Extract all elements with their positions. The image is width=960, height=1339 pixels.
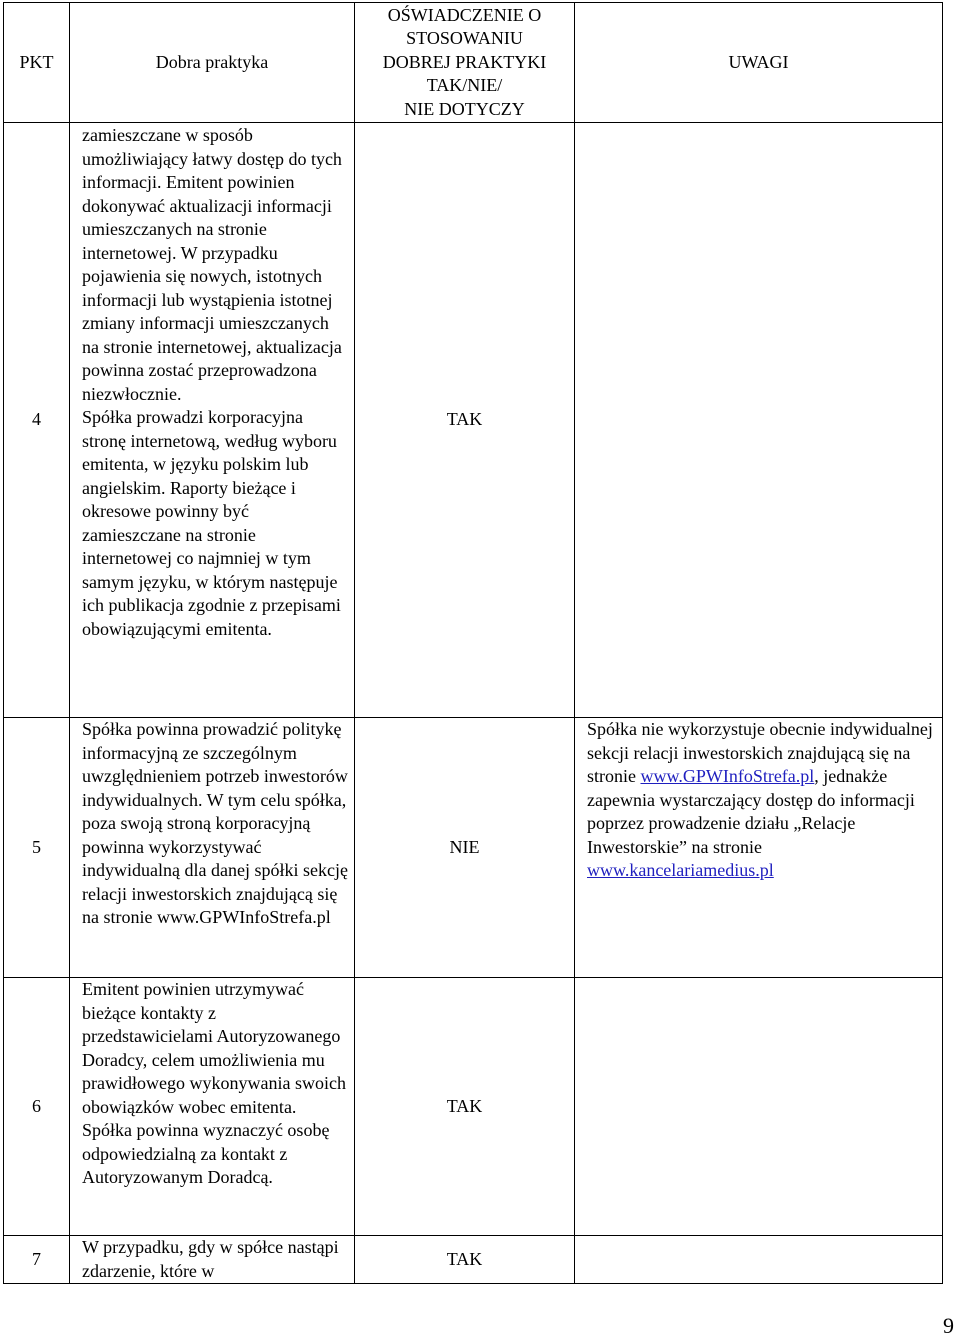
row-uwagi [575,1236,943,1284]
header-oswiadczenie [355,3,575,123]
header-osw-line: DOBREJ PRAKTYKI [382,51,547,72]
table-row [4,978,943,1236]
row-praktyka [70,718,355,978]
header-osw-line: OŚWIADCZENIE O [387,4,542,25]
row-oswiadczenie: TAK [355,1236,575,1284]
header-praktyka: Dobra praktyka [70,3,355,123]
row-praktyka [70,1236,355,1284]
row-oswiadczenie: TAK [355,978,575,1236]
row-uwagi [575,978,943,1236]
uwagi-text: , jednakże zapewnia wystarczający dostęp do informacji poprzez prowadzenie działu „Relacje Inwestorskie” na stronie [587,766,915,857]
row-pkt: 7 [4,1236,70,1284]
best-practice-table [3,2,943,1284]
praktyka-text: Spółka prowadzi korporacyjna stronę internetową, według wyboru emitenta, w języku polskim lub angielskim. Raporty bieżące i okresowe powinny być zamieszczane na stronie internetowej co najmniej w tym samym języku, w którym następuje ich publikacja zgodnie z przepisami obowiązującymi emitenta. [82,407,341,639]
header-row [4,3,943,123]
table-row [4,123,943,718]
header-osw-line: NIE DOTYCZY [404,98,525,119]
row-oswiadczenie: NIE [355,718,575,978]
praktyka-text: W przypadku, gdy w spółce nastąpi zdarzenie, które w [82,1237,339,1281]
header-pkt: PKT [4,3,70,123]
row-oswiadczenie: TAK [355,123,575,718]
row-pkt: 6 [4,978,70,1236]
row-pkt: 4 [4,123,70,718]
kancelariamedius-link[interactable]: www.kancelariamedius.pl [587,860,774,880]
praktyka-text: Emitent powinien utrzymywać bieżące kontakty z przedstawicielami Autoryzowanego Doradcy, celem umożliwienia mu prawidłowego wykonywania swoich obowiązków wobec emitenta. Spółka powinna wyznaczyć osobę odpowiedzialną za kontakt z Autoryzowanym Doradcą. [82,979,346,1187]
header-osw-line: STOSOWANIU [406,28,523,49]
uwagi-text: Spółka nie wykorzystuje obecnie indywidualnej sekcji relacji inwestorskich znajdującą się na stronie [587,719,933,786]
row-uwagi [575,123,943,718]
row-praktyka [70,123,355,718]
row-praktyka [70,978,355,1236]
row-pkt: 5 [4,718,70,978]
table-row [4,1236,943,1284]
praktyka-text: zamieszczane w sposób umożliwiający łatwy dostęp do tych informacji. Emitent powinien dokonywać aktualizacji informacji umieszczanych na stronie internetowej. W przypadku pojawienia się nowych, istotnych informacji lub wystąpienia istotnej zmiany informacji umieszczanych na stronie internetowej, aktualizacja powinna zostać przeprowadzona niezwłocznie. [82,125,342,404]
gpwinfostrefa-link[interactable]: www.GPWInfoStrefa.pl [640,766,815,786]
row-uwagi [575,718,943,978]
praktyka-text: Spółka powinna prowadzić politykę informacyjną ze szczególnym uwzględnieniem potrzeb inwestorów indywidualnych. W tym celu spółka, poza swoją stroną korporacyjną powinna wykorzystywać indywidualną dla danej spółki sekcję relacji inwestorskich znajdującą się na stronie www.GPWInfoStrefa.pl [82,719,348,927]
page-number: 9 [943,1313,954,1338]
table-row [4,718,943,978]
header-uwagi: UWAGI [575,3,943,123]
header-osw-line: TAK/NIE/ [426,75,503,96]
